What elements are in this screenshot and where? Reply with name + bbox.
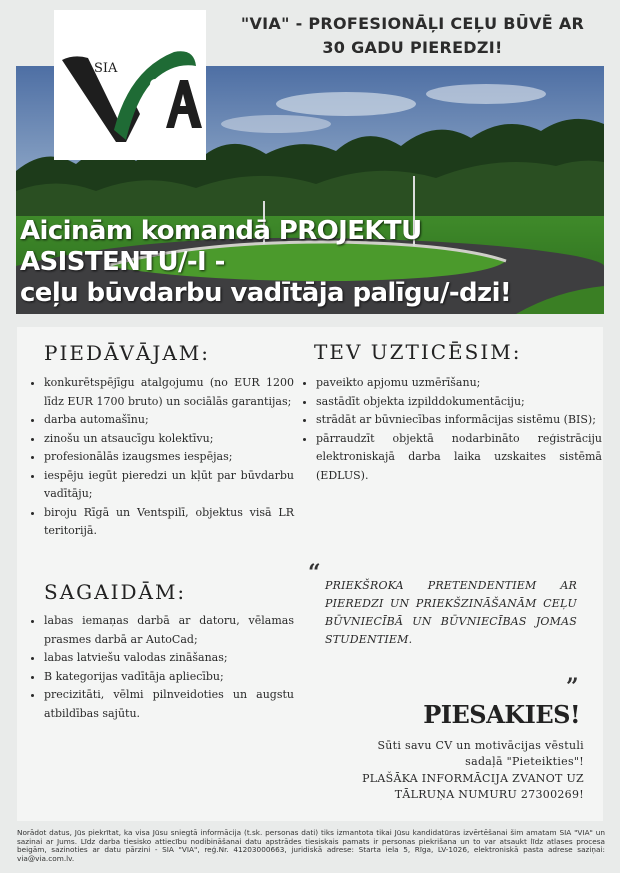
headline-line-2: ASISTENTU/-I -	[20, 247, 225, 277]
list-item: • strādāt ar būvniecības informācijas sistēmu (BIS);	[316, 411, 602, 430]
list-item: • profesionālās izaugsmes iespējas;	[44, 448, 294, 467]
list-item: • labas latviešu valodas zināšanas;	[44, 649, 294, 668]
apply-line-1: Sūti savu CV un motivācijas vēstuli	[377, 739, 584, 752]
preference-quote: PRIEKŠROKA PRETENDENTIEM AR PIEREDZI UN PRIEKŠZINĀŠANĀM CEĻU BŪVNIECĪBĀ UN BŪVNIECĪBAS JOMAS STUDENTIEM.	[325, 579, 577, 646]
headline-line-1: Aicinām komandā PROJEKTU	[20, 216, 422, 246]
privacy-notice: Norādot datus, Jūs piekrītat, ka visa Jūsu sniegtā informācija (t.sk. personas dati) tiks izmantota tikai Jūsu kandidatūras izvērtēšanai šim amatam SIA "VIA" un sazinai ar Jums. Līdz darba tiesisko attiecību nodibināšanai datu apstrādes tiesiskais pamats ir personas piekrišana un to var atsaukt līdz atlases procesa beigām, sazinoties ar datu pārzini - SIA "VIA", reģ.Nr. 41203000663, juridiskā adrese: Starta iela 5, Rīga, LV-1026, elektroniskā pasta adrese saziņai: via@via.com.lv.	[17, 828, 605, 863]
offer-title: PIEDĀVĀJAM:	[44, 341, 211, 365]
open-quote-icon: “	[308, 560, 321, 586]
apply-phone-line: TĀLRUŅA NUMURU 27300269!	[394, 788, 584, 801]
company-tagline	[215, 12, 610, 60]
list-item: • iespēju iegūt pieredzi un kļūt par būvdarbu vadītāju;	[44, 467, 294, 504]
list-item: • darba automašīnu;	[44, 411, 294, 430]
company-logo	[54, 10, 206, 160]
apply-line-2: sadaļā "Pieteikties"!	[465, 755, 584, 768]
list-item: • precizitāti, vēlmi pilnveidoties un augstu atbildības sajūtu.	[44, 686, 294, 723]
tasks-list	[296, 374, 602, 485]
list-item: • sastādīt objekta izpilddokumentāciju;	[316, 393, 602, 412]
expect-list	[24, 612, 294, 723]
list-item: • biroju Rīgā un Ventspilī, objektus visā LR teritorijā.	[44, 504, 294, 541]
list-item: • zinošu un atsaucīgu kolektīvu;	[44, 430, 294, 449]
list-item: • pārraudzīt objektā nodarbināto reģistrāciju elektroniskajā darba laika uzskaites sistēmā (EDLUS).	[316, 430, 602, 486]
close-quote-icon: ”	[566, 674, 579, 700]
expect-title: SAGAIDĀM:	[44, 580, 187, 604]
logo-sia-text: SIA	[94, 61, 118, 76]
list-item: • labas iemaņas darbā ar datoru, vēlamas prasmes darbā ar AutoCad;	[44, 612, 294, 649]
tasks-title: TEV UZTICĒSIM:	[314, 340, 522, 364]
tagline-line-1: "VIA" - PROFESIONĀĻI CEĻU BŪVĒ AR	[240, 14, 585, 33]
offer-list	[24, 374, 294, 541]
list-item: • B kategorijas vadītāja apliecību;	[44, 668, 294, 687]
headline-line-3: ceļu būvdarbu vadītāja palīgu/-dzi!	[20, 278, 512, 308]
apply-info-line-1: PLAŠĀKA INFORMĀCIJA ZVANOT UZ	[362, 772, 584, 785]
list-item: • paveikto apjomu uzmērīšanu;	[316, 374, 602, 393]
job-headline	[20, 216, 600, 309]
apply-title: PIESAKIES!	[423, 700, 580, 729]
list-item: • konkurētspējīgu atalgojumu (no EUR 1200 līdz EUR 1700 bruto) un sociālās garantijas;	[44, 374, 294, 411]
tagline-line-2: 30 GADU PIEREDZI!	[322, 38, 503, 57]
